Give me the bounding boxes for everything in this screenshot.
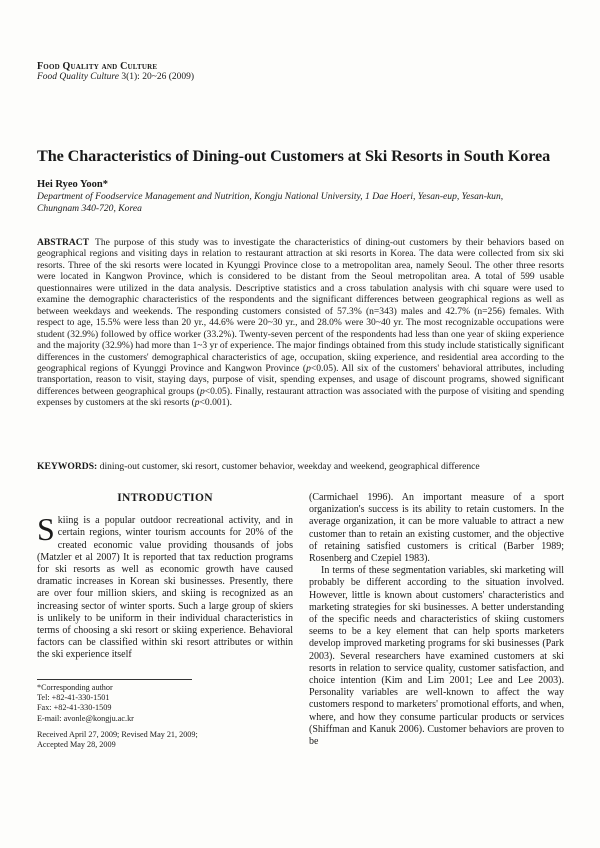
footnote-divider [37, 679, 192, 680]
keywords-label: KEYWORDS: [37, 461, 98, 472]
footnote-tel: Tel: +82-41-330-1501 [37, 693, 110, 703]
introduction-heading: INTRODUCTION [117, 492, 213, 504]
left-column [37, 492, 293, 662]
keywords-text: dining-out customer, ski resort, customer behavior, weekday and weekend, geographical difference [99, 461, 480, 472]
affiliation-line-1: Department of Foodservice Management and Nutrition, Kongju National University, 1 Dae Hoeri, Yesan-eup, Yesan-kun, [37, 191, 504, 202]
drop-cap: S [37, 511, 55, 548]
introduction-right-paragraph-1: (Carmichael 1996). An important measure of a sport organization's success is its ability to retain customers. In the average organization, it can be more valuable to attract a new customer than to retain an existing customer, and the objective of retaining satisfied customers is critical (Barber 1989; Rosenberg and Czepiel 1983). [309, 492, 564, 565]
citation-ref: 3(1): 20~26 (2009) [121, 72, 195, 82]
keywords [37, 461, 567, 472]
abstract-text-a: The purpose of this study was to investigate the characteristics of dining-out customers by their behaviors based on geographical regions and visiting days in relation to restaurant attraction at ski resorts in Korea. The data were collected from six ski resorts. Three of the ski resorts were located in Kyunggi Province close to a metropolitan area, namely Seoul. The other three resorts were located in Kangwon Province, which is considered to be distant from the Seoul metropolitan area. A total of 599 usable questionnaires were utilized in the data analysis. Descriptive statistics and a cross tabulation analysis with chi square were used to examine the demographic characteristics of the respondents and the significant differences between geographical regions as well as between weekdays and weekends. The responding customers consisted of 57.3% (n=343) males and 42.7% (n=256) females. With respect to age, 15.5% were less than 20 yr., 44.6% were 20~30 yr., and 28.0% were 30~40 yr. The most recognizable occupations were student (32.9%) followed by office worker (33.2%). Twenty-seven percent of the respondents had less than one year of skiing experience and the majority (32.9%) had more than 1~3 yr of experience. The major findings obtained from this study include statistically significant differences in the customers' demographical characteristics of age, occupation, skiing experience, and residential area according to the geographical regions of Kyunggi Province and Kangwon Province ( [37, 237, 564, 374]
received-line-1: Received April 27, 2009; Revised May 21, 2009; [37, 730, 198, 739]
affiliation-line-2: Chungnam 340-720, Korea [37, 202, 142, 214]
journal-name: Food Quality and Culture [37, 61, 158, 72]
received-dates [37, 730, 198, 750]
article-title: The Characteristics of Dining-out Customers at Ski Resorts in South Korea [37, 147, 551, 165]
introduction-left-text: kiing is a popular outdoor recreational activity, and in certain regions, winter tourism accounts for 20% of the created economic value providing thousands of jobs (Matzler et al 2007) It is reported that tax reduction programs for ski resorts as well as economic growth have caused dramatic increases in Korean ski businesses. Presently, there are over four million skiers, and skiing is recognized as an increasing sector of winter sports. Such a large group of skiers is unlikely to be uniform in their individual characteristics in terms of choosing a ski resort or skiing experience. Behavioral factors can be classified within ski resort attributes or within the ski experience itself [37, 515, 293, 661]
abstract-text-d: <0.001). [199, 397, 232, 409]
abstract-p-1: p [306, 362, 311, 374]
abstract-text-c: <0.05). Finally, restaurant attraction was associated with the purpose of visiting and spending expenses by customers at the ski resorts ( [37, 385, 564, 409]
author-affiliation [37, 191, 567, 214]
introduction-right-paragraph-2: In terms of these segmentation variables, ski marketing will probably be different according to the situation involved. However, little is known about customers' characteristics and marketing strategies for ski businesses. A better understanding of the specific needs and characteristics of skiing customers seems to be a key element that can help sports marketers develop improved marketing programs for ski businesses (Park 2003). Several researchers have examined customers at ski resorts in relation to service quality, customer satisfaction, and choice intention (Kim and Lim 2001; Lee and Lee 2003). Personality variables are well-known to affect the way customers respond to marketers' promotional efforts, and when, where, and how they consume particular products or services (Shiffman and Kanuk 2006). Customer behaviors are proven to be [309, 565, 564, 748]
abstract-text-b: <0.05). All six of the customers' behavioral attributes, including transportation, reason to visit, staying days, purpose of visit, spending expenses, and usage of discount programs, showed significant differences between geographical groups ( [37, 362, 565, 397]
received-line-2: Accepted May 28, 2009 [37, 740, 116, 750]
introduction-left-paragraph [37, 511, 293, 661]
article-author: Hei Ryeo Yoon* [37, 179, 108, 190]
footnote-fax: Fax: +82-41-330-1509 [37, 703, 112, 713]
abstract-p-3: p [194, 397, 200, 409]
citation-title: Food Quality Culture [37, 72, 119, 82]
abstract-p-2: p [199, 385, 205, 397]
journal-header [37, 61, 194, 83]
right-column [309, 492, 564, 748]
corresponding-author-footnote [37, 683, 134, 724]
abstract [37, 237, 564, 409]
footnote-email: E-mail: avonle@kongju.ac.kr [37, 713, 134, 723]
footnote-line-1: *Corresponding author [37, 683, 113, 692]
journal-citation [37, 72, 194, 83]
abstract-label: ABSTRACT [37, 237, 89, 248]
